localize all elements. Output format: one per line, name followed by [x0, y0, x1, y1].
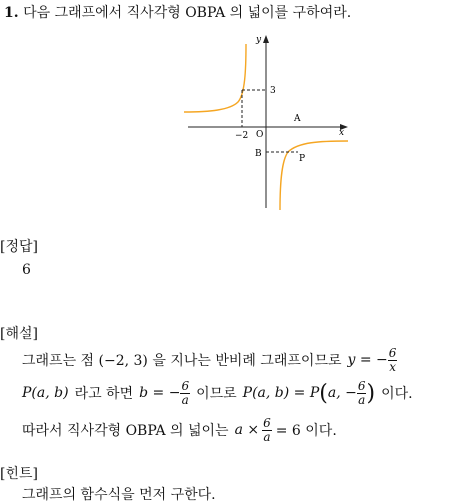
y-axis-arrow [263, 35, 269, 43]
label-3: 3 [270, 86, 276, 96]
solution-line3-expr: a × [234, 422, 260, 438]
solution-line-2 [22, 374, 413, 412]
label-B: B [255, 149, 262, 159]
paren-open: ( [319, 380, 328, 406]
solution-heading: [해설] [0, 326, 38, 342]
solution-line2-eq: b = − [139, 385, 181, 401]
label-A: A [294, 114, 301, 124]
solution-line2-p1: P(a, b) [22, 385, 69, 401]
solution-line2-t1: 라고 하면 [74, 386, 134, 402]
label-P: P [299, 154, 306, 164]
solution-line2-t2: 이므로 [196, 386, 237, 402]
solution-line2-p2: P(a, b) = P [242, 385, 320, 401]
fraction-6-over-a-2: $\frac{6}{a}$ [357, 378, 366, 407]
paren-close: ) [366, 380, 376, 406]
solution-line2-inner: a, − [327, 385, 357, 401]
answer-value: 6 [22, 262, 31, 278]
label-y: y [256, 35, 262, 45]
label-x: x [339, 128, 345, 138]
solution-line3-tail: = 6 이다. [275, 423, 337, 439]
answer-heading: [정답] [0, 239, 38, 255]
solution-line-1 [22, 342, 397, 378]
hyperbola-graph [180, 30, 355, 215]
question-text: 다음 그래프에서 직사각형 OBPA 의 넓이를 구하여라. [23, 5, 352, 21]
question-line [4, 2, 351, 22]
solution-line3-text: 따라서 직사각형 OBPA 의 넓이는 [22, 423, 229, 439]
solution-line1-eq: y = − [347, 352, 388, 368]
fraction-6-over-a-3: $\frac{6}{a}$ [263, 415, 271, 444]
solution-line2-t3: 이다. [381, 386, 413, 402]
label-neg2: −2 [235, 131, 249, 141]
hyperbola-branch-right [280, 141, 348, 210]
question-number: 1. [4, 5, 19, 21]
solution-line1-text: 그래프는 점 (−2, 3) 을 지나는 반비례 그래프이므로 [22, 353, 342, 369]
hint-text: 그래프의 함수식을 먼저 구한다. [22, 487, 216, 503]
fraction-6-over-a: $\frac{6}{a}$ [181, 378, 190, 407]
hyperbola-branch-left [184, 44, 246, 112]
hint-heading: [힌트] [0, 466, 38, 482]
label-origin: O [256, 130, 264, 140]
fraction-6-over-x: $\frac{6}{x}$ [388, 345, 397, 374]
solution-line-3 [22, 412, 337, 448]
